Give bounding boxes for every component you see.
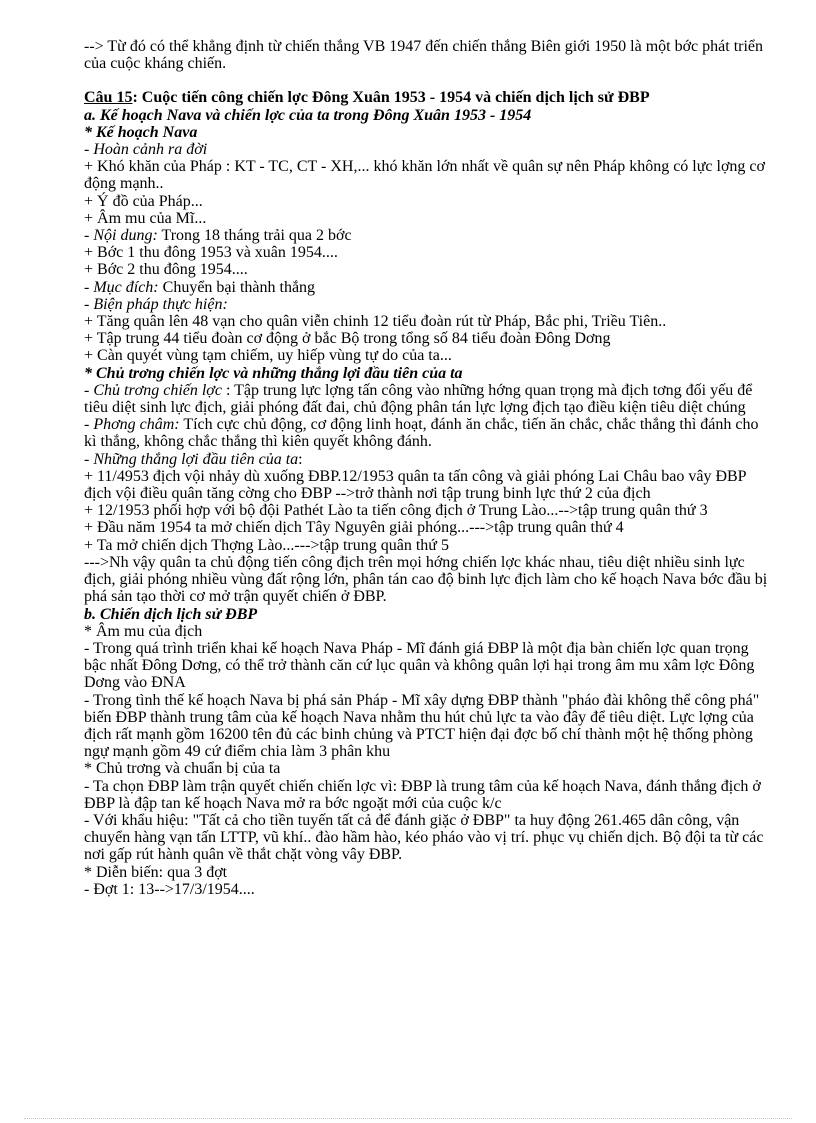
paragraph-us-plot: + Âm mu của Mĩ...	[84, 209, 207, 227]
measures-label: - Biện pháp thực hiện:	[84, 295, 228, 313]
star-heading-nava: * Kế hoạch Nava	[84, 123, 198, 141]
first-victories-label	[84, 451, 770, 468]
document-page	[84, 38, 770, 898]
strategy-text: : Tập trung lực lợng tấn công vào những hớng quan trọng mà địch tơng đối yếu để tiêu diệt sinh lực địch, giải phóng đất đai, chủ động phân tán lực lợng địch tạo điều kiện tiêu diệt chúng	[84, 381, 753, 417]
paragraph-french-intent: + Ý đồ của Pháp...	[84, 192, 203, 210]
paragraph-measure1: + Tăng quân lên 48 vạn cho quân viễn chinh 12 tiểu đoàn rút từ Pháp, Bắc phi, Triều Tiên..	[84, 313, 667, 331]
paragraph-step2: + Bớc 2 thu đông 1954....	[84, 261, 248, 279]
strategy-label: - Chủ trơng chiến lợc	[84, 381, 222, 399]
paragraph-victory3: + Đầu năm 1954 ta mở chiến dịch Tây Nguyên giải phóng...--->tập trung quân thứ 4	[84, 519, 624, 537]
paragraph-measure2: + Tập trung 44 tiểu đoàn cơ động ở bắc Bộ trong tổng số 84 tiểu đoàn Đông Dơng	[84, 330, 611, 348]
paragraph-our-plan1: - Ta chọn ĐBP làm trận quyết chiến chiến lợc vì: ĐBP là trung tâm của kế hoạch Nava, đánh thắng địch ở ĐBP là đập tan kế hoạch Nava mở ra bớc ngoặt mới của cuộc k/c	[84, 777, 761, 812]
question-label: Câu 15	[84, 89, 133, 107]
subheading-b: b. Chiến dịch lịch sử ĐBP	[84, 605, 258, 623]
paragraph-step1: + Bớc 1 thu đông 1953 và xuân 1954....	[84, 244, 338, 262]
paragraph-purpose	[84, 279, 770, 296]
content-text: Trong 18 tháng trải qua 2 bớc	[157, 227, 352, 245]
paragraph-motto	[84, 416, 770, 450]
paragraph-phase1: - Đợt 1: 13-->17/3/1954....	[84, 880, 255, 898]
developments-heading: * Diễn biến: qua 3 đợt	[84, 863, 228, 881]
context-label: - Hoàn cảnh ra đời	[84, 141, 208, 159]
purpose-text: Chuyển bại thành thắng	[158, 278, 316, 296]
motto-label: - Phơng châm:	[84, 416, 180, 434]
page-bottom-rule	[24, 1118, 792, 1119]
star-heading-strategy: * Chủ trơng chiến lợc và những thắng lợi đầu tiên của ta	[84, 364, 463, 382]
paragraph-our-plan2: - Với khẩu hiệu: "Tất cả cho tiền tuyến tất cả để đánh giặc ở ĐBP" ta huy động 261.465 dân công, vận chuyển hàng vạn tấn LTTP, vũ khí.. đào hầm hào, kéo pháo vào vị trí. phục vụ chiến dịch. Bộ đội ta từ các nơi gấp rút hành quân về thắt chặt vòng vây ĐBP.	[84, 811, 764, 864]
paragraph-strategy	[84, 382, 770, 416]
paragraph-victory4: + Ta mở chiến dịch Thợng Lào...--->tập trung quân thứ 5	[84, 536, 449, 554]
paragraph-measure3: + Càn quyét vùng tạm chiếm, uy hiếp vùng tự do của ta...	[84, 347, 452, 365]
our-plan-heading: * Chủ trơng và chuẩn bị của ta	[84, 760, 281, 778]
purpose-label: - Mục đích:	[84, 278, 159, 296]
paragraph-difficulties: + Khó khăn của Pháp : KT - TC, CT - XH,... khó khăn lớn nhất về quân sự nên Pháp không có lực lợng cơ động mạnh..	[84, 158, 765, 193]
first-victories-text: - Những thắng lợi đầu tiên của ta	[84, 450, 299, 468]
paragraph-content	[84, 227, 770, 244]
paragraph-victory1: + 11/4953 địch vội nhảy dù xuống ĐBP.12/1953 quân ta tấn công và giải phóng Lai Châu bao vây ĐBP địch vội điều quân tăng cờng cho ĐBP -->trở thành nơi tập trung binh lực thứ 2 của địch	[84, 467, 746, 503]
question-title: : Cuộc tiến công chiến lợc Đông Xuân 1953 - 1954 và chiến dịch lịch sử ĐBP	[132, 89, 650, 107]
content-label: - Nội dung:	[84, 227, 158, 245]
paragraph-victory2: + 12/1953 phối hợp với bộ đội Pathét Lào ta tiến công địch ở Trung Lào...-->tập trung quân thứ 3	[84, 502, 708, 520]
subheading-a: a. Kế hoạch Nava và chiến lợc của ta trong Đông Xuân 1953 - 1954	[84, 106, 532, 124]
paragraph-enemy-plot2: - Trong tình thế kế hoạch Nava bị phá sản Pháp - Mĩ xây dựng ĐBP thành "pháo đài không thể công phá" biến ĐBP thành trung tâm của kế hoạch Nava nhằm thu hút chủ lực ta vào đây để tiêu diệt. Lực lợng của địch rất mạnh gồm 16200 tên đủ các binh chủng và PTCT hiện đại đợc bố chí thành một hệ thống phòng ngự mạnh gồm 49 cứ điểm chia làm 3 phân khu	[84, 691, 760, 761]
intro-paragraph: --> Từ đó có thể khẳng định từ chiến thắng VB 1947 đến chiến thắng Biên giới 1950 là một bớc phát triển của cuộc kháng chiến.	[84, 38, 764, 73]
paragraph-conclusion: --->Nh vậy quân ta chủ động tiến công địch trên mọi hớng chiến lợc khác nhau, tiêu diệt nhiều sinh lực địch, giải phóng nhiều vùng đất rộng lớn, phân tán cao độ binh lực địch làm cho kế hoạch Nava bớc đầu bị phá sản tạo thời cơ mở trận quyết chiến ở ĐBP.	[84, 553, 768, 606]
enemy-plot-heading: * Âm mu của địch	[84, 622, 203, 640]
motto-text: Tích cực chủ động, cơ động linh hoạt, đánh ăn chắc, tiến ăn chắc, chắc thắng thì đánh cho kì thắng, không chắc thắng thì kiên quyết không đánh.	[84, 416, 759, 451]
first-victories-colon: :	[298, 450, 303, 468]
spacer	[84, 72, 770, 89]
section-heading	[84, 89, 770, 106]
paragraph-enemy-plot1: - Trong quá trình triển khai kế hoạch Nava Pháp - Mĩ đánh giá ĐBP là một địa bàn chiến lợc quan trọng bậc nhất Đông Dơng, có thể trở thành căn cứ lục quân và không quân lợi hại trong âm mu xâm lợc Đông Dơng vào ĐNA	[84, 639, 755, 692]
